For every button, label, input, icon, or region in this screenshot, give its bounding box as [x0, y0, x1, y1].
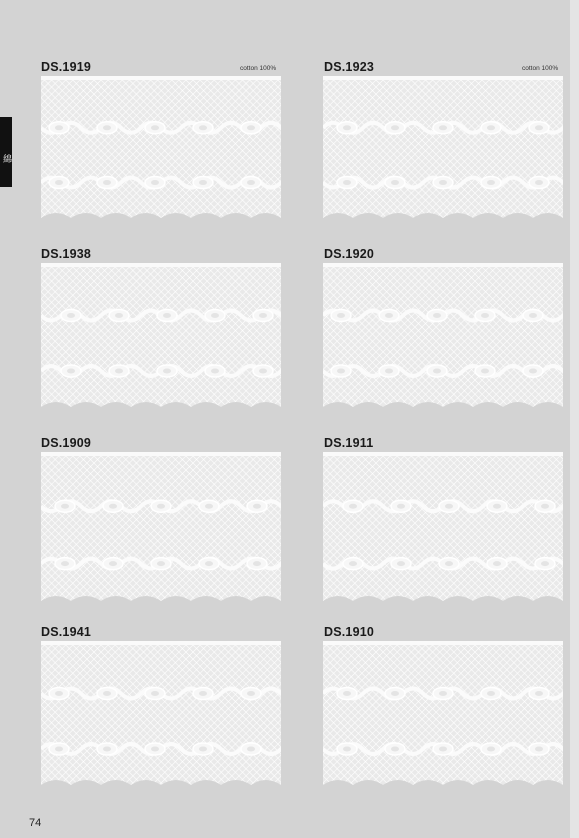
lace-texture	[41, 641, 281, 791]
sample-code-4: DS.1920	[324, 247, 375, 261]
lace-texture	[323, 76, 563, 224]
sample-code-1: DS.1919	[41, 60, 92, 74]
sample-code-2: DS.1923	[324, 60, 375, 74]
sample-code-8: DS.1910	[324, 625, 375, 639]
sample-note-2: cotton 100%	[522, 65, 559, 72]
lace-swatch-7	[41, 641, 281, 791]
lace-swatch-6	[323, 452, 563, 607]
lace-texture	[323, 263, 563, 413]
lace-texture	[323, 641, 563, 791]
lace-swatch-8	[323, 641, 563, 791]
lace-swatch-2	[323, 76, 563, 224]
lace-texture	[41, 76, 281, 224]
sample-code-3: DS.1938	[41, 247, 92, 261]
sample-code-6: DS.1911	[324, 436, 374, 450]
lace-texture	[323, 452, 563, 607]
lace-swatch-5	[41, 452, 281, 607]
page-number: 74	[29, 817, 42, 829]
lace-texture	[41, 452, 281, 607]
page-edge	[570, 0, 579, 838]
lace-texture	[41, 263, 281, 413]
sample-code-5: DS.1909	[41, 436, 92, 450]
lace-swatch-3	[41, 263, 281, 413]
lace-swatch-4	[323, 263, 563, 413]
lace-swatch-1	[41, 76, 281, 224]
sample-code-7: DS.1941	[41, 625, 92, 639]
sample-note-1: cotton 100%	[240, 65, 277, 72]
side-tab: 綿	[0, 117, 12, 187]
